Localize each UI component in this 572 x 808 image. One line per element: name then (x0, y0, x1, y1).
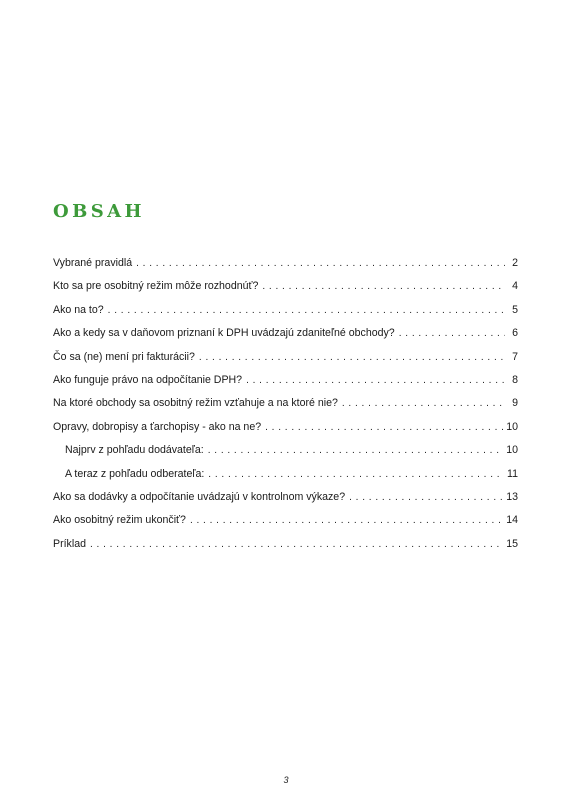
toc-entry[interactable] (53, 299, 518, 322)
toc-entry-page: 10 (506, 444, 518, 457)
toc-entry-label: Na ktoré obchody sa osobitný režim vzťahuje a na ktoré nie? (53, 397, 338, 410)
toc-entry[interactable] (53, 416, 518, 439)
toc-dot-leader (136, 252, 505, 275)
toc-entry[interactable] (53, 486, 518, 509)
toc-entry-label: Vybrané pravidlá (53, 257, 133, 269)
toc-dot-leader (199, 346, 505, 369)
toc-entry[interactable] (53, 369, 518, 392)
toc-entry[interactable] (53, 509, 518, 532)
toc-entry-label: Ako a kedy sa v daňovom priznaní k DPH uvádzajú zdaniteľné obchody? (53, 327, 395, 340)
toc-dot-leader (90, 533, 503, 556)
toc-entry-page: 14 (506, 514, 518, 527)
toc-dot-leader (208, 463, 504, 486)
toc-entry-page: 4 (512, 280, 518, 293)
toc-entry-label: Najprv z pohľadu dodávateľa: (65, 444, 204, 457)
toc-entry-page: 11 (507, 467, 518, 480)
toc-entry-label: Ako na to? (53, 303, 104, 316)
toc-subentry[interactable] (53, 439, 518, 462)
toc-entry-page: 7 (512, 350, 518, 363)
toc-dot-leader (342, 392, 505, 415)
toc-entry-label: Ako funguje právo na odpočítanie DPH? (53, 373, 243, 386)
toc-entry-page: 5 (512, 303, 518, 316)
toc-title: OBSAH (53, 201, 145, 222)
toc-entry-page: 6 (512, 327, 518, 340)
toc-entry-page: 2 (512, 257, 518, 269)
toc-dot-leader (108, 299, 505, 322)
toc-entry-page: 10 (506, 420, 518, 433)
toc-entry[interactable] (53, 533, 518, 556)
toc-entry-label: Čo sa (ne) mení pri fakturácii? (53, 350, 195, 363)
toc-entry[interactable] (53, 392, 518, 415)
toc-entry[interactable] (53, 252, 518, 275)
toc-dot-leader (208, 439, 504, 462)
toc-entry[interactable] (53, 322, 518, 345)
toc-entry-label: A teraz z pohľadu odberateľa: (65, 467, 205, 480)
toc-entry-page: 9 (512, 397, 518, 410)
toc-dot-leader (399, 322, 505, 345)
toc-dot-leader (246, 369, 505, 392)
toc-dot-leader (265, 416, 503, 439)
table-of-contents (53, 252, 518, 556)
toc-entry-page: 8 (512, 373, 518, 386)
toc-entry-label: Ako sa dodávky a odpočítanie uvádzajú v kontrolnom výkaze? (53, 490, 346, 503)
toc-entry-page: 13 (506, 490, 518, 503)
toc-entry-label: Opravy, dobropisy a ťarchopisy - ako na ne? (53, 420, 262, 433)
toc-entry[interactable] (53, 275, 518, 298)
toc-entry-label: Príklad (53, 537, 86, 550)
toc-entry[interactable] (53, 346, 518, 369)
toc-subentry[interactable] (53, 463, 518, 486)
toc-entry-label: Ako osobitný režim ukončiť? (53, 514, 186, 527)
toc-entry-label: Kto sa pre osobitný režim môže rozhodnúť? (53, 280, 259, 293)
toc-entry-page: 15 (506, 537, 518, 550)
toc-dot-leader (190, 509, 503, 532)
page-number: 3 (283, 775, 289, 785)
toc-dot-leader (262, 275, 505, 298)
toc-dot-leader (349, 486, 503, 509)
